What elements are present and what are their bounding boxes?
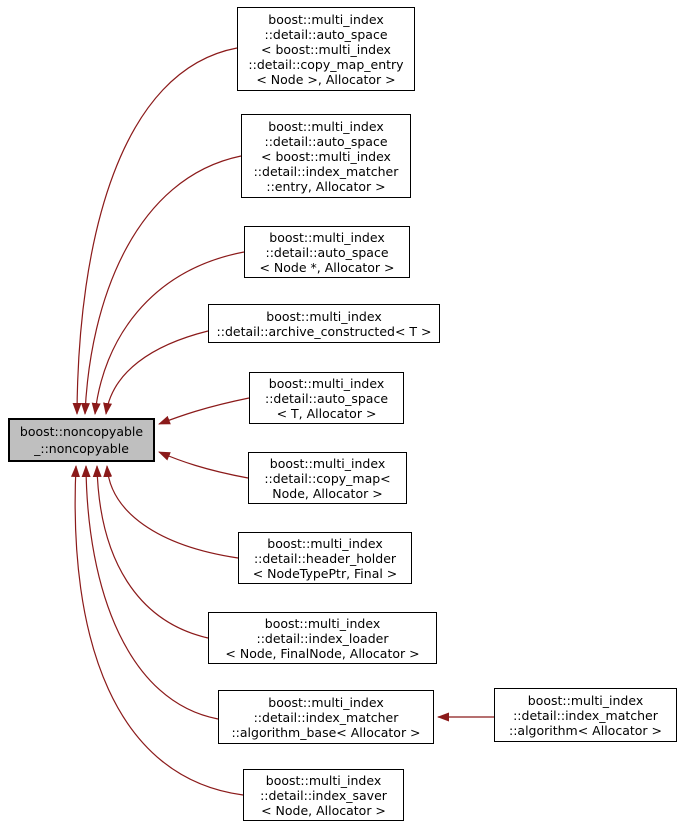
class-name-line: ::detail::auto_space	[265, 244, 389, 260]
edge-archive-constructed-to-noncopyable	[106, 331, 208, 414]
class-name-line: ::detail::index_matcher	[253, 163, 399, 179]
edge-copy-map-to-noncopyable	[159, 452, 248, 478]
class-node-auto-space-copy-map-entry[interactable]	[237, 7, 415, 91]
class-name-line: boost::multi_index	[268, 375, 385, 391]
edge-auto-space-copy-map-entry-to-noncopyable	[77, 48, 237, 414]
edge-auto-space-index-matcher-entry-to-noncopyable	[85, 156, 241, 414]
class-name-line: < T, Allocator >	[276, 405, 377, 421]
edge-auto-space-t-to-noncopyable	[159, 398, 249, 424]
class-node-auto-space-node-ptr[interactable]	[244, 226, 410, 278]
edge-algorithm-base-to-noncopyable	[86, 466, 218, 719]
class-node-copy-map[interactable]	[248, 452, 407, 504]
class-node-index-saver[interactable]	[243, 769, 404, 821]
class-name-line: ::detail::copy_map<	[264, 470, 391, 486]
class-name-line: < NodeTypePtr, Final >	[252, 565, 398, 581]
class-name-line: boost::multi_index	[265, 772, 382, 788]
class-name-line: ::algorithm_base< Allocator >	[231, 724, 421, 740]
class-name-line: boost::multi_index	[269, 229, 385, 245]
class-name-line: boost::multi_index	[266, 308, 382, 324]
class-name-line: < Node >, Allocator >	[256, 71, 396, 87]
class-name-line: ::detail::header_holder	[253, 550, 397, 566]
class-node-auto-space-index-matcher-entry[interactable]	[241, 114, 411, 198]
class-name-line: < Node, Allocator >	[261, 802, 386, 818]
class-name-line: boost::multi_index	[269, 455, 386, 471]
class-node-auto-space-t[interactable]	[249, 372, 404, 424]
class-node-noncopyable[interactable]	[8, 418, 155, 462]
class-node-archive-constructed[interactable]	[208, 304, 440, 343]
class-name-line: _::noncopyable	[34, 441, 129, 456]
class-name-line: boost::multi_index	[264, 615, 381, 631]
class-name-line: ::detail::copy_map_entry	[248, 56, 404, 72]
class-name-line: boost::noncopyable	[19, 424, 144, 439]
class-name-line: ::detail::auto_space	[264, 26, 388, 42]
class-name-line: ::entry, Allocator >	[266, 178, 386, 194]
class-name-line: boost::multi_index	[268, 118, 384, 134]
class-name-line: < boost::multi_index	[261, 148, 391, 164]
class-name-line: ::detail::index_loader	[256, 630, 389, 646]
class-name-line: Node, Allocator >	[272, 485, 383, 501]
class-name-line: < Node *, Allocator >	[259, 259, 395, 275]
class-name-line: ::detail::index_matcher	[513, 707, 658, 723]
class-name-line: ::detail::auto_space	[264, 390, 389, 406]
class-name-line: boost::multi_index	[527, 692, 644, 708]
class-node-algorithm[interactable]	[494, 688, 677, 742]
class-name-line: < boost::multi_index	[261, 41, 391, 57]
class-name-line: ::algorithm< Allocator >	[508, 722, 662, 738]
class-node-header-holder[interactable]	[238, 532, 412, 584]
class-name-line: boost::multi_index	[268, 11, 384, 27]
class-node-algorithm-base[interactable]	[218, 690, 434, 744]
class-node-index-loader[interactable]	[208, 612, 437, 664]
edge-header-holder-to-noncopyable	[107, 466, 238, 558]
class-name-line: boost::multi_index	[267, 535, 383, 551]
class-name-line: < Node, FinalNode, Allocator >	[225, 645, 420, 661]
class-name-line: ::detail::index_saver	[260, 787, 387, 803]
class-name-line: ::detail::archive_constructed< T >	[216, 323, 432, 339]
class-name-line: ::detail::index_matcher	[253, 709, 399, 725]
class-name-line: boost::multi_index	[268, 694, 384, 710]
class-name-line: ::detail::auto_space	[264, 133, 388, 149]
